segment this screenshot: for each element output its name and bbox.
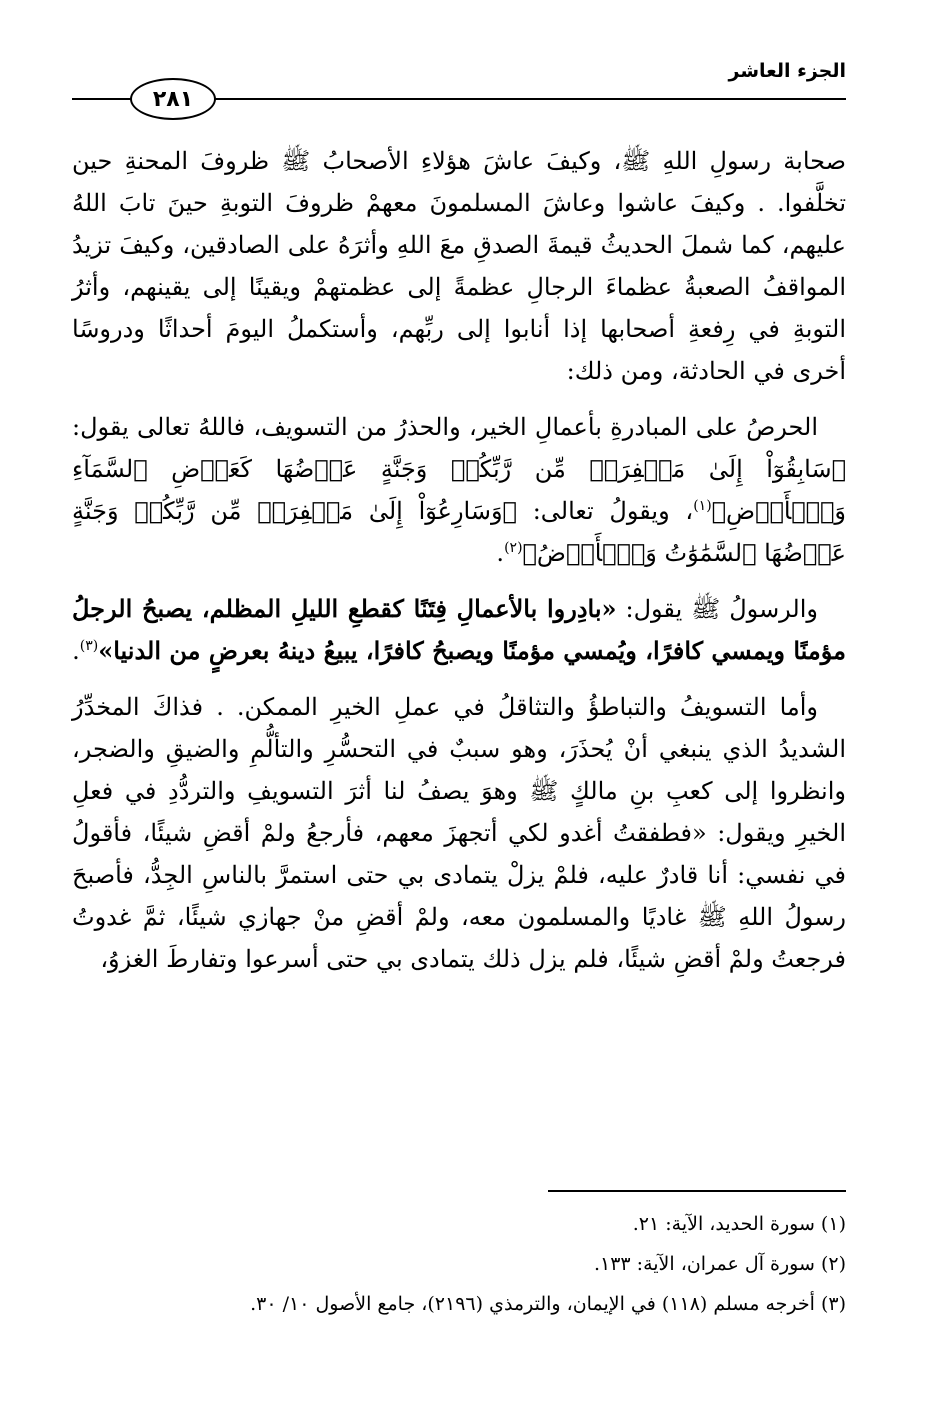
paragraph-4 bbox=[72, 686, 846, 980]
footnote-ref-1: (١) bbox=[693, 498, 712, 514]
paragraph-3-text-after: . bbox=[72, 637, 80, 665]
body-text bbox=[72, 140, 846, 980]
hadith-quote: «بادِروا بالأعمالِ فِتَنًا كقطعِ الليلِ المظلم، يصبحُ الرجلُ مؤمنًا ويمسي كافرًا، ويُمسي مؤمنًا ويصبحُ كافرًا، يبيعُ دينهُ بعرضٍ من الدنيا» bbox=[72, 594, 846, 665]
page-number: ٢٨١ bbox=[130, 78, 216, 120]
footnotes bbox=[72, 1204, 846, 1324]
footnote-1: (١) سورة الحديد، الآية: ٢١. bbox=[632, 1213, 846, 1235]
page-header bbox=[72, 56, 846, 116]
paragraph-3 bbox=[72, 588, 846, 672]
paragraph-4-text-before: وأما التسويفُ والتباطؤُ والتثاقلُ في عملِ الخيرِ الممكن. . فذاكَ المخدِّرُ الشديدُ الذي ينبغي أنْ يُحذَرَ، وهو سببٌ في التحسُّرِ والتألُّمِ والضيقِ والضجر، وانظروا إلى كعبِ بنِ مالكٍ ﷺ وهوَ يصفُ لنا أثرَ التسويفِ والتردُّدِ في فعلِ الخيرِ ويقول: bbox=[72, 693, 846, 847]
footnote-2: (٢) سورة آل عمران، الآية: ١٣٣. bbox=[593, 1253, 846, 1275]
paragraph-2-text-after: . bbox=[496, 539, 505, 567]
footnote-separator bbox=[548, 1190, 846, 1192]
paragraph-3-text-before: والرسولُ ﷺ يقول: bbox=[616, 595, 818, 623]
paragraph-1-text: صحابة رسولِ اللهِ ﷺ، وكيفَ عاشَ هؤلاءِ الأصحابُ ﷺ ظروفَ المحنةِ حين تخلَّفوا. . وكيفَ عاشوا وعاشَ المسلمونَ معهمْ ظروفَ التوبةِ حينَ تابَ اللهُ عليهم، كما شملَ الحديثُ قيمةَ الصدقِ معَ اللهِ وأثرَهُ على الصادقين، وكيفَ تزيدُ المواقفُ الصعبةُ عظماءَ الرجالِ عظمةً إلى عظمتهمْ ويقينًا إلى يقينهم، وأثرُ التوبةِ في رِفعةِ أصحابها إذا أنابوا إلى ربِّهم، وأستكملُ اليومَ أحداثًا ودروسًا أخرى في الحادثة، ومن ذلك: bbox=[72, 147, 846, 385]
kaab-quote: «فطفقتُ أغدو لكي أتجهزَ معهم، فأرجعُ ولمْ أقضِ شيئًا، فأقولُ في نفسي: أنا قادرٌ عليه، فلمْ يزلْ يتمادى بي حتى استمرَّ بالناسِ الجِدُّ، فأصبحَ رسولُ اللهِ ﷺ غاديًا والمسلمون معه، ولمْ أقضِ منْ جهازي شيئًا، ثمَّ غدوتُ فرجعتُ ولمْ أقضِ شيئًا، فلم يزل ذلك يتمادى بي حتى أسرعوا وتفارطَ الغزوُ، bbox=[72, 819, 846, 973]
footnote-ref-2: (٢) bbox=[504, 540, 523, 556]
footnote-ref-3: (٣) bbox=[79, 638, 99, 654]
paragraph-2 bbox=[72, 406, 846, 574]
paragraph-2-text-before: الحرصُ على المبادرةِ بأعمالِ الخير، والحذرُ من التسويف، فاللهُ تعالى يقول: ﴿سَابِقُوٓاْ إِلَىٰ مَغۡفِرَةٖ مِّن رَّبِّكُمۡ وَجَنَّةٍ عَرۡضُهَا كَعَرۡضِ ٱلسَّمَآءِ وَٱلۡأَرۡضِ﴾ bbox=[72, 413, 846, 525]
paragraph-2-text-middle: ، ويقولُ تعالى: ﴿وَسَارِعُوٓاْ إِلَىٰ مَغۡفِرَةٖ مِّن رَّبِّكُمۡ وَجَنَّةٍ عَرۡضُهَا ٱلسَّمَٰوَٰتُ وَٱلۡأَرۡضُ﴾ bbox=[72, 497, 846, 567]
running-title: الجزء العاشر bbox=[728, 60, 846, 82]
paragraph-1 bbox=[72, 140, 846, 392]
footnote-3: (٣) أخرجه مسلم (١١٨) في الإيمان، والترمذي (٢١٩٦)، جامع الأصول ١٠/ ٣٠. bbox=[250, 1293, 846, 1315]
